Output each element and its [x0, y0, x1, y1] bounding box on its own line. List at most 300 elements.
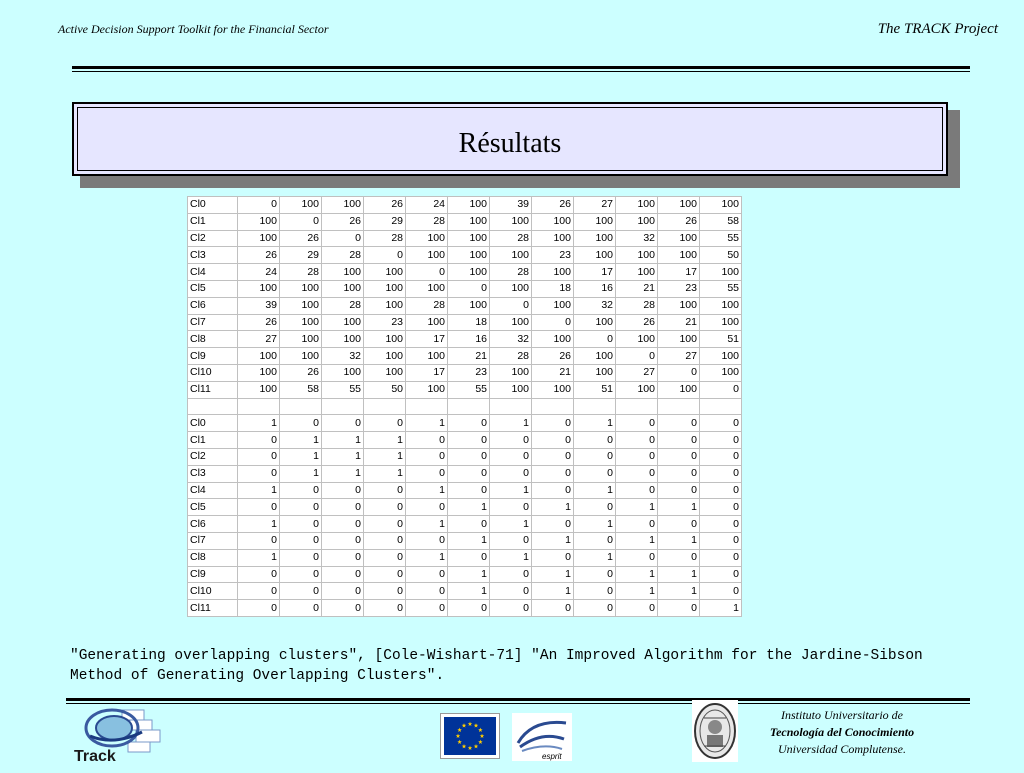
table-row [188, 532, 742, 549]
value-cell: 0 [616, 516, 658, 533]
value-cell: 100 [532, 264, 574, 281]
value-cell: 0 [238, 432, 280, 449]
value-cell: 0 [322, 499, 364, 516]
value-cell: 0 [322, 583, 364, 600]
value-cell: 0 [238, 448, 280, 465]
value-cell: 100 [280, 297, 322, 314]
table-row [188, 331, 742, 348]
header-rule-thick [72, 66, 970, 69]
value-cell: 0 [574, 566, 616, 583]
value-cell: 58 [700, 213, 742, 230]
value-cell: 26 [280, 364, 322, 381]
value-cell: 100 [700, 348, 742, 365]
blank-cell [616, 398, 658, 415]
value-cell: 0 [322, 415, 364, 432]
value-cell: 26 [238, 314, 280, 331]
value-cell: 1 [364, 448, 406, 465]
value-cell: 1 [406, 415, 448, 432]
blank-cell [406, 398, 448, 415]
blank-cell [574, 398, 616, 415]
value-cell: 0 [280, 532, 322, 549]
value-cell: 0 [700, 516, 742, 533]
blank-cell [700, 398, 742, 415]
row-label-cell: Cl10 [188, 583, 238, 600]
value-cell: 100 [238, 348, 280, 365]
table-row [188, 549, 742, 566]
value-cell: 1 [448, 499, 490, 516]
value-cell: 100 [280, 348, 322, 365]
value-cell: 1 [448, 583, 490, 600]
value-cell: 0 [448, 448, 490, 465]
value-cell: 100 [658, 381, 700, 398]
value-cell: 1 [280, 432, 322, 449]
value-cell: 1 [322, 465, 364, 482]
value-cell: 0 [322, 549, 364, 566]
value-cell: 100 [448, 247, 490, 264]
value-cell: 100 [406, 247, 448, 264]
value-cell: 0 [700, 448, 742, 465]
value-cell: 39 [238, 297, 280, 314]
value-cell: 28 [406, 213, 448, 230]
value-cell: 21 [616, 280, 658, 297]
value-cell: 26 [322, 213, 364, 230]
value-cell: 23 [448, 364, 490, 381]
value-cell: 27 [238, 331, 280, 348]
value-cell: 0 [490, 566, 532, 583]
value-cell: 0 [532, 314, 574, 331]
value-cell: 26 [616, 314, 658, 331]
value-cell: 0 [658, 516, 700, 533]
value-cell: 0 [658, 482, 700, 499]
value-cell: 0 [616, 448, 658, 465]
value-cell: 0 [616, 348, 658, 365]
value-cell: 0 [238, 583, 280, 600]
value-cell: 100 [364, 264, 406, 281]
value-cell: 0 [532, 482, 574, 499]
blank-cell [658, 398, 700, 415]
table-separator-row [188, 398, 742, 415]
value-cell: 0 [448, 600, 490, 617]
value-cell: 100 [280, 314, 322, 331]
value-cell: 0 [616, 482, 658, 499]
value-cell: 0 [700, 465, 742, 482]
value-cell: 100 [532, 381, 574, 398]
value-cell: 1 [490, 516, 532, 533]
value-cell: 0 [322, 482, 364, 499]
value-cell: 100 [490, 247, 532, 264]
value-cell: 0 [532, 448, 574, 465]
value-cell: 100 [238, 213, 280, 230]
value-cell: 24 [238, 264, 280, 281]
value-cell: 1 [406, 516, 448, 533]
value-cell: 26 [532, 197, 574, 214]
value-cell: 100 [658, 197, 700, 214]
value-cell: 100 [574, 348, 616, 365]
blank-cell [188, 398, 238, 415]
value-cell: 58 [280, 381, 322, 398]
value-cell: 0 [322, 566, 364, 583]
row-label-cell: Cl3 [188, 247, 238, 264]
value-cell: 0 [658, 448, 700, 465]
value-cell: 16 [574, 280, 616, 297]
value-cell: 0 [490, 499, 532, 516]
value-cell: 24 [406, 197, 448, 214]
value-cell: 0 [616, 549, 658, 566]
value-cell: 100 [322, 280, 364, 297]
table-row [188, 448, 742, 465]
value-cell: 0 [364, 583, 406, 600]
table-row [188, 247, 742, 264]
value-cell: 100 [532, 230, 574, 247]
value-cell: 0 [238, 566, 280, 583]
value-cell: 100 [574, 364, 616, 381]
table-row [188, 230, 742, 247]
table-row [188, 465, 742, 482]
value-cell: 100 [574, 213, 616, 230]
row-label-cell: Cl2 [188, 448, 238, 465]
value-cell: 0 [448, 432, 490, 449]
value-cell: 0 [700, 381, 742, 398]
citation-text: "Generating overlapping clusters", [Cole-Wishart-71] "An Improved Algorithm for the Jardine-Sibson Method of Generating Overlapping Clusters". [70, 648, 923, 684]
value-cell: 1 [700, 600, 742, 617]
value-cell: 0 [322, 532, 364, 549]
value-cell: 100 [406, 348, 448, 365]
value-cell: 0 [574, 448, 616, 465]
value-cell: 0 [700, 415, 742, 432]
value-cell: 100 [700, 264, 742, 281]
value-cell: 100 [406, 314, 448, 331]
value-cell: 0 [280, 213, 322, 230]
value-cell: 0 [490, 532, 532, 549]
value-cell: 0 [448, 516, 490, 533]
blank-cell [364, 398, 406, 415]
row-label-cell: Cl0 [188, 415, 238, 432]
value-cell: 100 [658, 331, 700, 348]
value-cell: 0 [280, 499, 322, 516]
value-cell: 0 [364, 549, 406, 566]
institute-line3: Universidad Complutense. [778, 742, 906, 756]
value-cell: 100 [364, 280, 406, 297]
value-cell: 100 [658, 297, 700, 314]
value-cell: 0 [490, 448, 532, 465]
value-cell: 0 [322, 600, 364, 617]
value-cell: 0 [364, 600, 406, 617]
value-cell: 1 [448, 566, 490, 583]
value-cell: 18 [532, 280, 574, 297]
row-label-cell: Cl0 [188, 197, 238, 214]
results-table [187, 196, 742, 617]
value-cell: 17 [658, 264, 700, 281]
value-cell: 1 [616, 532, 658, 549]
value-cell: 55 [322, 381, 364, 398]
value-cell: 100 [616, 197, 658, 214]
row-label-cell: Cl6 [188, 516, 238, 533]
value-cell: 1 [532, 566, 574, 583]
value-cell: 100 [406, 230, 448, 247]
value-cell: 0 [616, 415, 658, 432]
row-label-cell: Cl1 [188, 213, 238, 230]
value-cell: 100 [490, 364, 532, 381]
table-row [188, 566, 742, 583]
value-cell: 100 [532, 213, 574, 230]
value-cell: 0 [700, 499, 742, 516]
value-cell: 100 [700, 197, 742, 214]
value-cell: 32 [574, 297, 616, 314]
value-cell: 1 [238, 482, 280, 499]
value-cell: 17 [406, 364, 448, 381]
value-cell: 17 [574, 264, 616, 281]
value-cell: 1 [616, 499, 658, 516]
value-cell: 0 [406, 432, 448, 449]
value-cell: 27 [658, 348, 700, 365]
footer-rule-thin [66, 703, 970, 704]
value-cell: 1 [490, 482, 532, 499]
value-cell: 0 [322, 230, 364, 247]
value-cell: 27 [616, 364, 658, 381]
value-cell: 1 [238, 549, 280, 566]
value-cell: 0 [406, 566, 448, 583]
table-row [188, 364, 742, 381]
track-logo-text: Track [74, 748, 116, 765]
value-cell: 100 [616, 381, 658, 398]
value-cell: 1 [658, 532, 700, 549]
value-cell: 28 [364, 230, 406, 247]
value-cell: 28 [280, 264, 322, 281]
value-cell: 0 [658, 432, 700, 449]
header-right-text: The TRACK Project [877, 21, 998, 37]
value-cell: 1 [574, 482, 616, 499]
value-cell: 100 [490, 213, 532, 230]
results-table-body [188, 197, 742, 617]
value-cell: 100 [448, 297, 490, 314]
value-cell: 100 [280, 331, 322, 348]
value-cell: 17 [406, 331, 448, 348]
blank-cell [322, 398, 364, 415]
value-cell: 1 [490, 415, 532, 432]
value-cell: 0 [700, 549, 742, 566]
value-cell: 1 [658, 583, 700, 600]
blank-cell [238, 398, 280, 415]
value-cell: 28 [406, 297, 448, 314]
value-cell: 1 [532, 499, 574, 516]
value-cell: 32 [322, 348, 364, 365]
value-cell: 1 [406, 549, 448, 566]
value-cell: 100 [238, 364, 280, 381]
value-cell: 100 [406, 280, 448, 297]
row-label-cell: Cl4 [188, 482, 238, 499]
value-cell: 1 [322, 448, 364, 465]
value-cell: 100 [616, 264, 658, 281]
value-cell: 32 [616, 230, 658, 247]
value-cell: 0 [700, 583, 742, 600]
header-left-text: Active Decision Support Toolkit for the Financial Sector [58, 22, 329, 36]
blank-cell [280, 398, 322, 415]
row-label-cell: Cl7 [188, 314, 238, 331]
value-cell: 0 [574, 583, 616, 600]
value-cell: 0 [406, 465, 448, 482]
row-label-cell: Cl5 [188, 280, 238, 297]
value-cell: 1 [238, 516, 280, 533]
value-cell: 100 [490, 280, 532, 297]
value-cell: 0 [406, 600, 448, 617]
value-cell: 100 [364, 297, 406, 314]
value-cell: 0 [406, 264, 448, 281]
row-label-cell: Cl6 [188, 297, 238, 314]
value-cell: 100 [448, 213, 490, 230]
value-cell: 0 [448, 415, 490, 432]
value-cell: 0 [280, 415, 322, 432]
value-cell: 0 [490, 432, 532, 449]
row-label-cell: Cl9 [188, 566, 238, 583]
value-cell: 1 [658, 499, 700, 516]
value-cell: 1 [322, 432, 364, 449]
value-cell: 0 [406, 583, 448, 600]
table-row [188, 314, 742, 331]
value-cell: 0 [448, 549, 490, 566]
value-cell: 0 [532, 549, 574, 566]
value-cell: 50 [700, 247, 742, 264]
value-cell: 100 [658, 230, 700, 247]
value-cell: 0 [574, 331, 616, 348]
value-cell: 1 [616, 566, 658, 583]
value-cell: 1 [406, 482, 448, 499]
value-cell: 0 [238, 600, 280, 617]
value-cell: 100 [406, 381, 448, 398]
value-cell: 0 [406, 532, 448, 549]
esprit-logo-icon [512, 713, 572, 761]
value-cell: 0 [700, 532, 742, 549]
value-cell: 0 [364, 532, 406, 549]
table-row [188, 482, 742, 499]
table-row [188, 499, 742, 516]
value-cell: 100 [448, 264, 490, 281]
value-cell: 1 [532, 532, 574, 549]
table-row [188, 415, 742, 432]
table-row [188, 600, 742, 617]
value-cell: 32 [490, 331, 532, 348]
value-cell: 0 [238, 197, 280, 214]
value-cell: 0 [490, 600, 532, 617]
value-cell: 100 [238, 230, 280, 247]
value-cell: 100 [364, 331, 406, 348]
value-cell: 0 [364, 247, 406, 264]
value-cell: 0 [700, 566, 742, 583]
value-cell: 1 [574, 516, 616, 533]
value-cell: 0 [658, 465, 700, 482]
value-cell: 0 [322, 516, 364, 533]
row-label-cell: Cl11 [188, 381, 238, 398]
value-cell: 0 [574, 465, 616, 482]
value-cell: 0 [658, 415, 700, 432]
table-row [188, 297, 742, 314]
value-cell: 100 [616, 247, 658, 264]
table-row [188, 213, 742, 230]
value-cell: 0 [700, 482, 742, 499]
table-row [188, 516, 742, 533]
value-cell: 0 [238, 465, 280, 482]
value-cell: 29 [280, 247, 322, 264]
title-box [72, 102, 948, 176]
value-cell: 100 [574, 230, 616, 247]
value-cell: 100 [700, 314, 742, 331]
value-cell: 0 [532, 600, 574, 617]
table-row [188, 264, 742, 281]
value-cell: 29 [364, 213, 406, 230]
value-cell: 1 [364, 432, 406, 449]
value-cell: 100 [616, 213, 658, 230]
value-cell: 100 [238, 381, 280, 398]
blank-cell [532, 398, 574, 415]
blank-cell [490, 398, 532, 415]
value-cell: 1 [490, 549, 532, 566]
row-label-cell: Cl1 [188, 432, 238, 449]
value-cell: 0 [238, 532, 280, 549]
value-cell: 0 [616, 600, 658, 617]
value-cell: 0 [280, 482, 322, 499]
value-cell: 100 [322, 264, 364, 281]
value-cell: 100 [364, 364, 406, 381]
value-cell: 100 [448, 197, 490, 214]
value-cell: 26 [238, 247, 280, 264]
value-cell: 1 [238, 415, 280, 432]
value-cell: 16 [448, 331, 490, 348]
value-cell: 100 [616, 331, 658, 348]
value-cell: 28 [490, 348, 532, 365]
value-cell: 21 [532, 364, 574, 381]
row-label-cell: Cl3 [188, 465, 238, 482]
value-cell: 100 [448, 230, 490, 247]
value-cell: 0 [406, 448, 448, 465]
value-cell: 27 [574, 197, 616, 214]
blank-cell [448, 398, 490, 415]
value-cell: 0 [616, 465, 658, 482]
table-row [188, 348, 742, 365]
institute-text [752, 707, 932, 758]
footer-rule-thick [66, 698, 970, 701]
value-cell: 0 [448, 280, 490, 297]
header-rule-thin [72, 71, 970, 72]
value-cell: 28 [322, 297, 364, 314]
value-cell: 1 [574, 549, 616, 566]
value-cell: 0 [280, 516, 322, 533]
university-seal-icon [692, 700, 738, 762]
value-cell: 26 [532, 348, 574, 365]
value-cell: 28 [616, 297, 658, 314]
value-cell: 100 [574, 314, 616, 331]
table-row [188, 197, 742, 214]
value-cell: 0 [574, 600, 616, 617]
table-row [188, 432, 742, 449]
value-cell: 100 [280, 280, 322, 297]
row-label-cell: Cl5 [188, 499, 238, 516]
value-cell: 100 [532, 331, 574, 348]
value-cell: 1 [532, 583, 574, 600]
value-cell: 28 [322, 247, 364, 264]
value-cell: 39 [490, 197, 532, 214]
value-cell: 100 [700, 297, 742, 314]
row-label-cell: Cl10 [188, 364, 238, 381]
value-cell: 0 [490, 583, 532, 600]
value-cell: 55 [700, 230, 742, 247]
value-cell: 0 [490, 465, 532, 482]
value-cell: 100 [364, 348, 406, 365]
value-cell: 0 [280, 600, 322, 617]
value-cell: 100 [322, 331, 364, 348]
value-cell: 100 [322, 314, 364, 331]
value-cell: 0 [532, 516, 574, 533]
value-cell: 23 [658, 280, 700, 297]
value-cell: 0 [448, 482, 490, 499]
